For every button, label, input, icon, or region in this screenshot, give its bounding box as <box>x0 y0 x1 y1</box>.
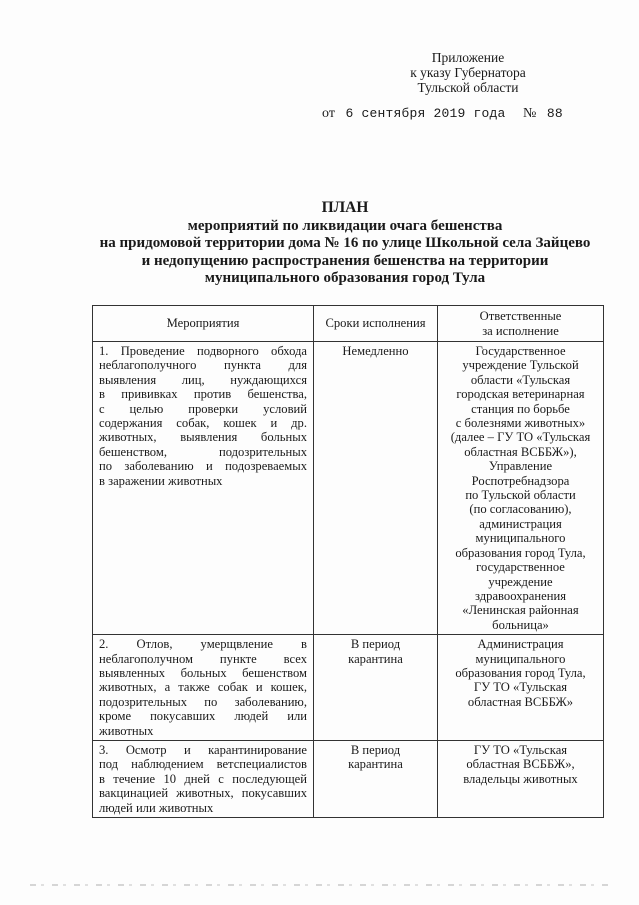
responsible-line: областная ВСББЖ», <box>466 757 575 772</box>
responsible-line: администрация <box>479 516 562 531</box>
header-responsible-line-1: Ответственные <box>479 309 562 324</box>
responsible-line: ГУ ТО «Тульская <box>473 742 568 757</box>
header-activities: Мероприятия <box>93 306 314 342</box>
responsible-line: «Ленинская районная <box>462 603 579 618</box>
term-line: Немедленно <box>342 344 409 358</box>
responsible-line: по Тульской области <box>465 488 576 503</box>
responsible-line: с болезнями животных» <box>455 416 586 431</box>
activity-line: вакцинацией животных, покусавших <box>99 786 307 801</box>
activity-line: животных, а также собак и кошек, <box>99 680 307 695</box>
responsible-line: Управление <box>488 459 553 474</box>
dateline-prefix: от <box>322 106 335 121</box>
appendix-line-3: Тульской области <box>417 80 519 95</box>
title-line-3: и недопущению распространения бешенства на территории <box>141 252 549 269</box>
appendix-line-1: Приложение <box>431 50 505 65</box>
activity-line: 2. Отлов, умерщвление в <box>99 637 307 652</box>
responsible-line: станция по борьбе <box>471 401 570 416</box>
responsible-line: областная ВСББЖ»), <box>464 444 577 459</box>
decree-number: 88 <box>546 106 563 121</box>
activity-line: 1. Проведение подворного обхода <box>99 344 307 358</box>
activity-line: животных, выявления больных <box>99 430 307 445</box>
responsible-line: области «Тульская <box>470 372 571 387</box>
term-cell <box>314 635 438 741</box>
responsible-line: ГУ ТО «Тульская <box>473 680 568 695</box>
activity-line: в заражении животных <box>99 473 223 488</box>
title-line-1: мероприятий по ликвидации очага бешенства <box>187 217 503 234</box>
responsible-line: городская ветеринарная <box>456 387 585 402</box>
header-responsible <box>438 306 604 342</box>
title-line-4: муниципального образования город Тула <box>204 270 486 286</box>
responsible-line: муниципального <box>475 531 566 546</box>
responsible-line: Государственное <box>475 344 566 358</box>
responsible-line: Роспотребнадзора <box>471 473 570 488</box>
term-line: карантина <box>348 651 403 666</box>
activity-line: кроме покусавших людей или <box>99 709 307 724</box>
activity-line: выявления лиц, нуждающихся <box>99 372 307 387</box>
activity-cell <box>93 342 314 635</box>
table-row <box>93 635 604 741</box>
activity-line: содержания собак, кошек и др. <box>99 416 307 431</box>
responsible-line: государственное <box>476 560 565 575</box>
activity-line: подозрительных по заболеванию, <box>99 694 307 709</box>
responsible-line: областная ВСББЖ» <box>467 694 574 709</box>
activity-line: людей или животных <box>99 800 214 815</box>
header-deadlines: Сроки исполнения <box>314 306 438 342</box>
document-title <box>60 199 630 288</box>
scan-artifact-line <box>30 884 610 886</box>
responsible-line: учреждение Тульской <box>462 358 579 373</box>
activity-line: под наблюдением ветспециалистов <box>99 757 307 772</box>
appendix-line-2: к указу Губернатора <box>410 65 526 80</box>
activity-cell <box>93 635 314 741</box>
table-row <box>93 342 604 635</box>
activity-line: по заболеванию и подозреваемых <box>99 459 307 474</box>
responsible-cell <box>438 342 604 635</box>
responsible-line: образования город Тула, <box>455 545 586 560</box>
responsible-line: (далее – ГУ ТО «Тульская <box>450 430 591 445</box>
activity-line: с целью проверки условий <box>99 401 307 416</box>
title-heading: ПЛАН <box>321 199 369 216</box>
term-line: карантина <box>348 757 403 772</box>
term-cell <box>314 342 438 635</box>
activity-line: в течение 10 дней с последующей <box>99 771 307 786</box>
decree-date: 6 сентября 2019 года <box>345 106 506 121</box>
activity-line: в прививках против бешенства, <box>99 387 307 402</box>
activity-line: бешенством, подозрительных <box>99 444 307 459</box>
responsible-line: Администрация <box>477 637 564 652</box>
plan-table <box>92 305 604 818</box>
responsible-line: учреждение <box>488 574 553 589</box>
responsible-line: больница» <box>492 617 549 632</box>
activity-line: неблагополучного пункта для <box>99 358 307 373</box>
activity-line: 3. Осмотр и карантинирование <box>99 742 307 757</box>
table-row <box>93 740 604 817</box>
responsible-cell <box>438 740 604 817</box>
activity-line: выявленных больных бешенством <box>99 665 307 680</box>
responsible-line: владельцы животных <box>463 771 578 786</box>
term-line: В период <box>350 637 401 652</box>
responsible-line: здравоохранения <box>475 588 566 603</box>
header-responsible-line-2: за исполнение <box>482 323 559 338</box>
activity-cell <box>93 740 314 817</box>
title-line-2: на придомовой территории дома № 16 по улице Школьной села Зайцево <box>99 235 591 251</box>
activity-line: животных <box>99 723 154 738</box>
responsible-line: муниципального <box>475 651 566 666</box>
term-cell <box>314 740 438 817</box>
term-line: В период <box>350 742 401 757</box>
table-header-row <box>93 306 604 342</box>
decree-dateline <box>322 106 563 122</box>
responsible-line: (по согласованию), <box>469 502 572 517</box>
responsible-cell <box>438 635 604 741</box>
appendix-header <box>388 50 548 95</box>
responsible-line: образования город Тула, <box>455 665 586 680</box>
activity-line: неблагополучном пункте всех <box>99 651 307 666</box>
number-sign: № <box>522 106 537 121</box>
